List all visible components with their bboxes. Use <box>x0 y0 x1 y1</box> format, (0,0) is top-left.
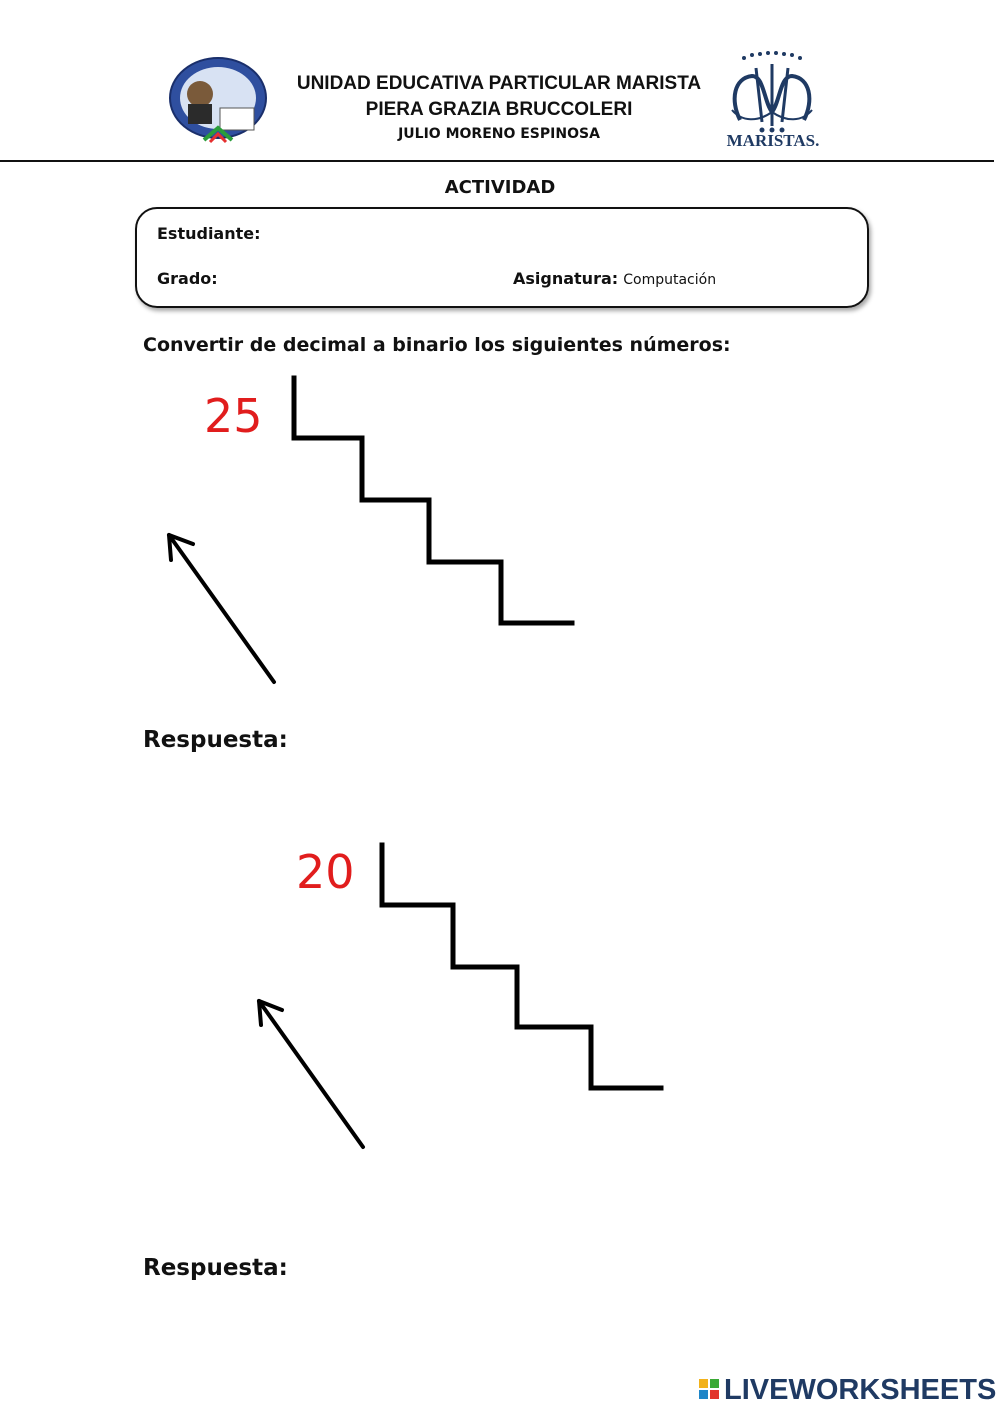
student-label: Estudiante: <box>157 224 261 243</box>
activity-title: ACTIVIDAD <box>444 177 556 198</box>
exercise-2-arrow-icon <box>259 1001 363 1147</box>
maristas-logo-text: MARISTAS. <box>726 131 820 150</box>
exercise-1-answer-label: Respuesta: <box>143 727 288 753</box>
instruction-text: Convertir de decimal a binario los siguientes números: <box>143 334 731 356</box>
subject-label: Asignatura: <box>513 269 619 288</box>
subject-value: Computación <box>623 272 717 288</box>
school-name-line1: UNIDAD EDUCATIVA PARTICULAR MARISTA <box>296 73 702 94</box>
exercise-2-number: 20 <box>296 845 355 899</box>
school-name-line3: JULIO MORENO ESPINOSA <box>398 126 600 142</box>
liveworksheets-icon <box>697 1373 723 1413</box>
exercise-1-number: 25 <box>204 389 263 443</box>
grade-label: Grado: <box>157 269 218 288</box>
exercise-2-answer-label: Respuesta: <box>143 1255 288 1281</box>
exercise-1-arrow-icon <box>169 535 274 682</box>
exercise-1-stairs <box>294 378 572 623</box>
liveworksheets-brand: LIVEWORKSHEETS <box>724 1374 997 1406</box>
exercise-2-stairs <box>382 845 661 1088</box>
school-name-line2: PIERA GRAZIA BRUCCOLERI <box>365 99 633 120</box>
